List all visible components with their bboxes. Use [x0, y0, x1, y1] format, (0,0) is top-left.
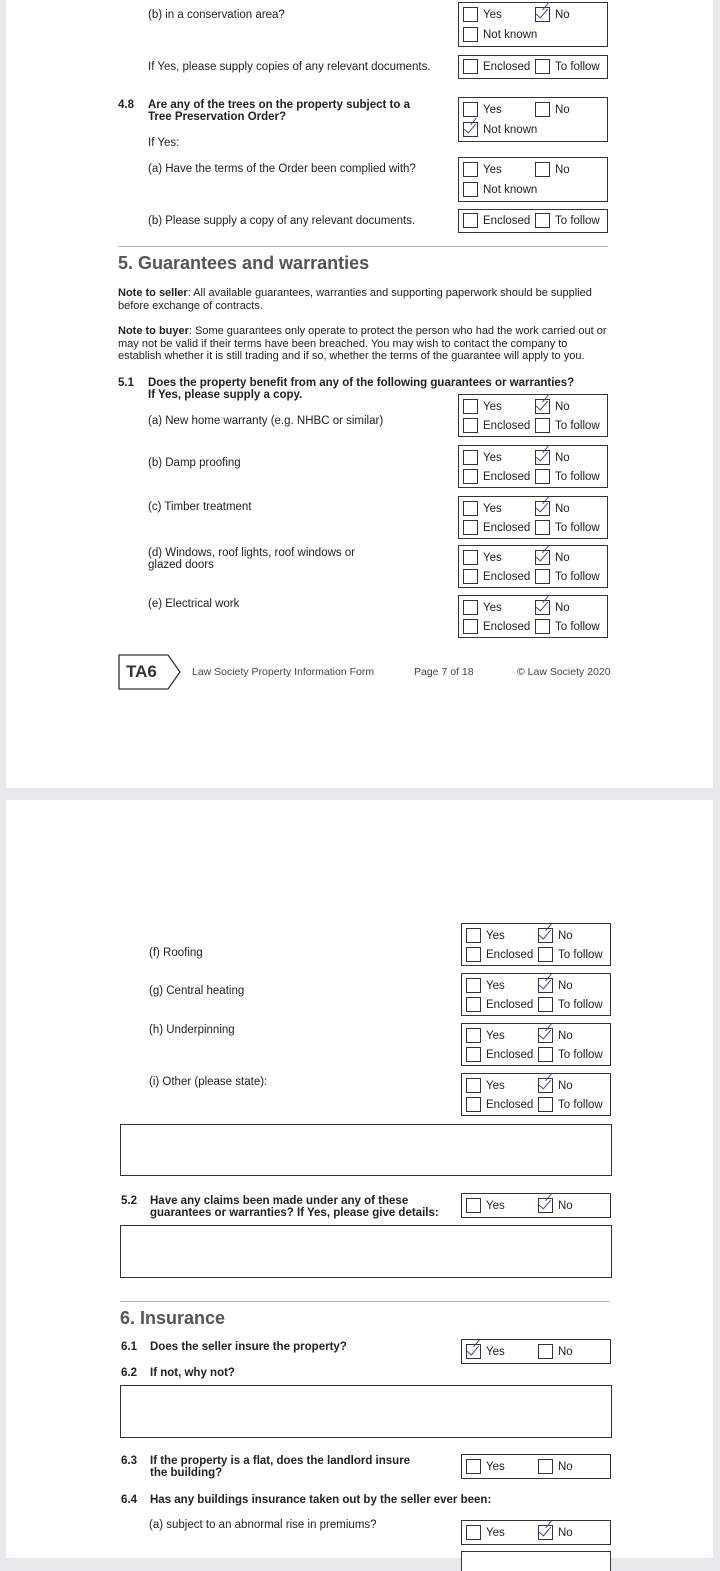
question-number-6-2: 6.2 [121, 1367, 137, 1379]
label-enclosed: Enclosed [483, 60, 531, 73]
label-yes: Yes [486, 1526, 505, 1539]
label-yes: Yes [483, 451, 502, 464]
if-yes-label: If Yes: [148, 137, 180, 149]
answer-box-6-1 [461, 1339, 611, 1364]
answer-box-5-1c [458, 496, 608, 539]
label-no: No [558, 1460, 573, 1473]
label-yes: Yes [483, 502, 502, 515]
question-5-1g: (g) Central heating [149, 985, 245, 997]
label-no: No [558, 979, 573, 992]
question-5-1e: (e) Electrical work [148, 598, 240, 610]
answer-box-6-3 [461, 1454, 611, 1479]
label-yes: Yes [486, 1199, 505, 1212]
checkbox-yes[interactable] [463, 399, 478, 414]
checkbox-no[interactable] [535, 102, 550, 117]
checkbox-to-follow[interactable] [535, 569, 550, 584]
answer-box-5-1b [458, 445, 608, 488]
checkbox-to-follow[interactable] [535, 213, 550, 228]
answer-box-6-4a [461, 1520, 611, 1545]
label-yes: Yes [483, 103, 502, 116]
checkbox-no-checked[interactable] [538, 1078, 553, 1093]
question-6-4: Has any buildings insurance taken out by the seller ever been: [150, 1494, 492, 1506]
checkbox-to-follow[interactable] [538, 1047, 553, 1062]
checkbox-enclosed[interactable] [466, 947, 481, 962]
question-number-4-8: 4.8 [118, 99, 134, 111]
question-number-5-2: 5.2 [121, 1195, 137, 1207]
claims-details-textbox[interactable] [120, 1225, 612, 1278]
checkbox-to-follow[interactable] [535, 520, 550, 535]
label-yes: Yes [486, 979, 505, 992]
answer-box-6-4b-partial [461, 1551, 611, 1571]
label-to-follow: To follow [558, 998, 603, 1011]
checkbox-to-follow[interactable] [535, 469, 550, 484]
question-5-1: Does the property benefit from any of the following guarantees or warranties? [148, 377, 575, 389]
checkbox-enclosed[interactable] [466, 997, 481, 1012]
question-4-8b: (b) Please supply a copy of any relevant documents. [148, 215, 416, 227]
checkbox-no-checked[interactable] [538, 1028, 553, 1043]
label-not-known: Not known [483, 123, 538, 136]
answer-box-5-2 [461, 1193, 611, 1218]
checkbox-yes[interactable] [463, 550, 478, 565]
answer-box-4-8b [458, 209, 608, 233]
checkbox-no[interactable] [538, 1459, 553, 1474]
checkbox-no-checked[interactable] [535, 450, 550, 465]
question-4-8a: (a) Have the terms of the Order been complied with? [148, 163, 416, 175]
answer-box-5-1h [461, 1023, 611, 1066]
label-no: No [555, 451, 570, 464]
label-not-known: Not known [483, 28, 538, 41]
checkbox-to-follow[interactable] [535, 619, 550, 634]
checkbox-not-known[interactable] [463, 182, 478, 197]
checkbox-no-checked[interactable] [538, 928, 553, 943]
label-no: No [555, 502, 570, 515]
label-no: No [555, 601, 570, 614]
label-to-follow: To follow [555, 620, 600, 633]
checkbox-yes-checked[interactable] [466, 1344, 481, 1359]
label-enclosed: Enclosed [483, 521, 531, 534]
question-5-1b: (b) Damp proofing [148, 457, 241, 469]
form-code: TA6 [126, 662, 157, 681]
label-yes: Yes [483, 8, 502, 21]
question-6-3: If the property is a flat, does the landlord insure the building? [150, 1455, 411, 1479]
label-enclosed: Enclosed [483, 214, 531, 227]
label-yes: Yes [486, 1345, 505, 1358]
checkbox-yes[interactable] [466, 978, 481, 993]
answer-box-4-7b [458, 2, 608, 47]
footer-page-number: Page 7 of 18 [414, 666, 474, 678]
label-to-follow: To follow [558, 948, 603, 961]
question-5-1f: (f) Roofing [149, 947, 203, 959]
note-seller-text: : All available guarantees, warranties and supporting paperwork should be supplied before exchange of contracts. [118, 287, 592, 312]
checkbox-yes[interactable] [466, 1525, 481, 1540]
label-no: No [558, 1079, 573, 1092]
question-4-8: Are any of the trees on the property subject to a Tree Preservation Order? [148, 99, 410, 123]
checkbox-to-follow[interactable] [535, 418, 550, 433]
label-not-known: Not known [483, 183, 538, 196]
checkbox-yes[interactable] [466, 1028, 481, 1043]
label-enclosed: Enclosed [486, 1048, 534, 1061]
checkbox-enclosed[interactable] [463, 418, 478, 433]
checkbox-no-checked[interactable] [535, 7, 550, 22]
question-number-5-1: 5.1 [118, 377, 134, 389]
label-enclosed: Enclosed [483, 470, 531, 483]
question-5-1-sub: If Yes, please supply a copy. [148, 389, 303, 401]
label-to-follow: To follow [555, 214, 600, 227]
section-5-title: 5. Guarantees and warranties [118, 253, 370, 273]
checkbox-yes[interactable] [466, 1078, 481, 1093]
checkbox-to-follow[interactable] [538, 947, 553, 962]
checkbox-not-known-checked[interactable] [463, 122, 478, 137]
footer-copyright: © Law Society 2020 [517, 666, 611, 678]
answer-box-4-8a [458, 157, 608, 202]
note-buyer-text: : Some guarantees only operate to protect the person who had the work carried out or may not be valid if their terms have been breached. You may wish to contact the company to establish whether it is still trading and if so, whether the terms of the guarantee will apply to you. [118, 325, 607, 362]
answer-box-5-1e [458, 595, 608, 638]
checkbox-enclosed[interactable] [463, 619, 478, 634]
label-no: No [555, 103, 570, 116]
label-to-follow: To follow [555, 60, 600, 73]
label-yes: Yes [486, 1460, 505, 1473]
checkbox-to-follow[interactable] [538, 1097, 553, 1112]
label-yes: Yes [486, 1029, 505, 1042]
checkbox-enclosed[interactable] [463, 59, 478, 74]
checkbox-to-follow[interactable] [538, 997, 553, 1012]
label-to-follow: To follow [558, 1048, 603, 1061]
checkbox-yes[interactable] [463, 7, 478, 22]
checkbox-yes[interactable] [463, 501, 478, 516]
checkbox-enclosed[interactable] [466, 1047, 481, 1062]
label-enclosed: Enclosed [486, 1098, 534, 1111]
question-number-6-1: 6.1 [121, 1341, 137, 1353]
answer-box-5-1i [461, 1073, 611, 1116]
checkbox-enclosed[interactable] [466, 1097, 481, 1112]
question-5-1c: (c) Timber treatment [148, 501, 252, 513]
checkbox-no-checked[interactable] [538, 1198, 553, 1213]
label-yes: Yes [483, 163, 502, 176]
label-to-follow: To follow [558, 1098, 603, 1111]
checkbox-yes[interactable] [466, 1198, 481, 1213]
note-to-seller [118, 287, 608, 312]
label-yes: Yes [486, 929, 505, 942]
checkbox-no-checked[interactable] [535, 501, 550, 516]
question-number-6-4: 6.4 [121, 1494, 137, 1506]
label-no: No [558, 1526, 573, 1539]
answer-box-5-1f [461, 923, 611, 966]
checkbox-no-checked[interactable] [538, 978, 553, 993]
checkbox-yes[interactable] [466, 1459, 481, 1474]
label-to-follow: To follow [555, 419, 600, 432]
label-to-follow: To follow [555, 521, 600, 534]
checkbox-not-known[interactable] [463, 27, 478, 42]
question-6-4a: (a) subject to an abnormal rise in premiums? [149, 1519, 377, 1531]
label-no: No [558, 1345, 573, 1358]
label-enclosed: Enclosed [483, 620, 531, 633]
checkbox-enclosed[interactable] [463, 469, 478, 484]
label-enclosed: Enclosed [483, 419, 531, 432]
not-insured-reason-textbox[interactable] [120, 1385, 612, 1438]
checkbox-yes[interactable] [463, 450, 478, 465]
checkbox-enclosed[interactable] [463, 213, 478, 228]
answer-box-5-1a [458, 394, 608, 437]
question-number-6-3: 6.3 [121, 1455, 137, 1467]
label-no: No [558, 929, 573, 942]
checkbox-yes[interactable] [466, 928, 481, 943]
other-details-textbox[interactable] [120, 1124, 612, 1176]
note-buyer-label: Note to buyer [118, 325, 189, 337]
answer-box-5-1g [461, 973, 611, 1016]
question-6-2: If not, why not? [150, 1367, 235, 1379]
checkbox-yes[interactable] [463, 102, 478, 117]
label-no: No [555, 163, 570, 176]
question-5-1i: (i) Other (please state): [149, 1076, 268, 1088]
label-yes: Yes [483, 551, 502, 564]
question-5-1d: (d) Windows, roof lights, roof windows or glazed doors [148, 547, 356, 571]
answer-box-docs [458, 55, 608, 79]
note-seller-label: Note to seller [118, 287, 188, 299]
section-divider [120, 1301, 610, 1302]
footer-form-name: Law Society Property Information Form [192, 666, 375, 678]
checkbox-yes[interactable] [463, 162, 478, 177]
checkbox-no[interactable] [538, 1344, 553, 1359]
label-to-follow: To follow [555, 570, 600, 583]
question-5-1a: (a) New home warranty (e.g. NHBC or similar) [148, 415, 384, 427]
label-enclosed: Enclosed [486, 998, 534, 1011]
section-6-title: 6. Insurance [120, 1308, 226, 1328]
supply-documents-text: If Yes, please supply copies of any relevant documents. [148, 61, 431, 73]
checkbox-no[interactable] [535, 162, 550, 177]
label-yes: Yes [483, 601, 502, 614]
form-page-7 [6, 0, 713, 788]
checkbox-to-follow[interactable] [535, 59, 550, 74]
answer-box-5-1d [458, 545, 608, 588]
label-no: No [555, 551, 570, 564]
note-to-buyer [118, 325, 608, 363]
label-no: No [555, 8, 570, 21]
question-5-1h: (h) Underpinning [149, 1024, 235, 1036]
label-to-follow: To follow [555, 470, 600, 483]
label-no: No [558, 1199, 573, 1212]
checkbox-no-checked[interactable] [535, 600, 550, 615]
checkbox-no-checked[interactable] [538, 1525, 553, 1540]
label-no: No [555, 400, 570, 413]
label-enclosed: Enclosed [486, 948, 534, 961]
checkbox-no-checked[interactable] [535, 399, 550, 414]
label-no: No [558, 1029, 573, 1042]
question-4-7b: (b) in a conservation area? [148, 9, 285, 21]
checkbox-enclosed[interactable] [463, 520, 478, 535]
checkbox-no-checked[interactable] [535, 550, 550, 565]
answer-box-4-8 [458, 97, 608, 142]
label-enclosed: Enclosed [483, 570, 531, 583]
question-5-2: Have any claims been made under any of these guarantees or warranties? If Yes, please give details: [150, 1195, 439, 1219]
label-yes: Yes [486, 1079, 505, 1092]
question-6-1: Does the seller insure the property? [150, 1341, 347, 1353]
form-page-8 [6, 800, 713, 1558]
label-yes: Yes [483, 400, 502, 413]
checkbox-yes[interactable] [463, 600, 478, 615]
checkbox-enclosed[interactable] [463, 569, 478, 584]
section-divider [118, 246, 608, 247]
